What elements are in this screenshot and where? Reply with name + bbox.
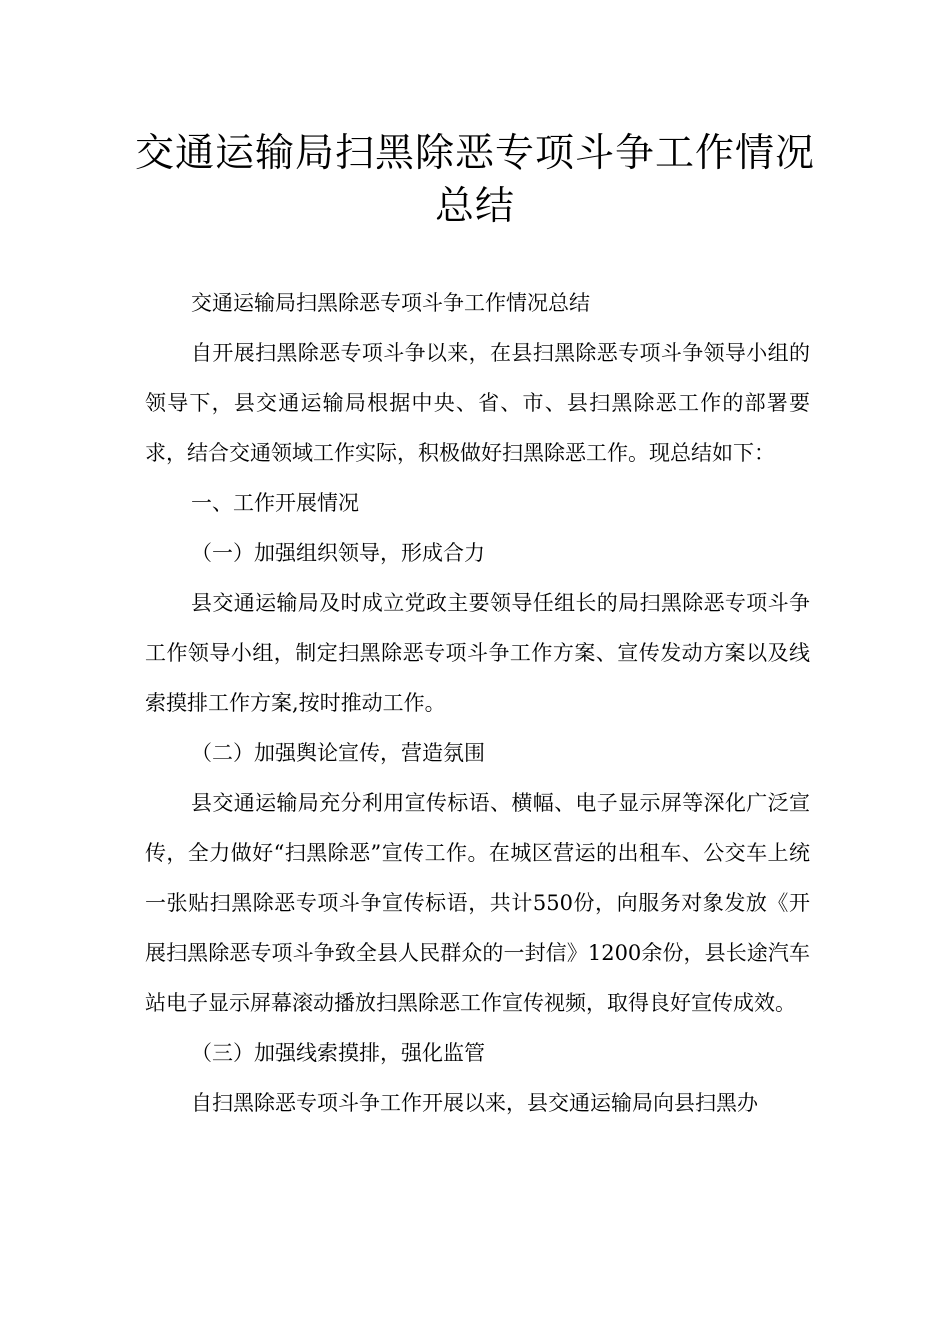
section-heading: 一、工作开展情况: [191, 491, 359, 515]
paragraph-subtitle: 交通运输局扫黑除恶专项斗争工作情况总结: [191, 291, 590, 315]
document-title-line-2: 总结: [434, 184, 515, 229]
paragraph-2: 县交通运输局充分利用宣传标语、横幅、电子显示屏等深化广泛宣传，全力做好“扫黑除恶”宣传工作。在城区营运的出租车、公交车上统一张贴扫黑除恶专项斗争宣传标语，共计550份，向服务对象发放《开展扫黑除恶专项斗争致全县人民群众的一封信》1200余份，县长途汽车站电子显示屏幕滚动播放扫黑除恶工作宣传视频，取得良好宣传成效。: [145, 791, 810, 1015]
document-body: [145, 278, 810, 1128]
paragraph-1: 县交通运输局及时成立党政主要领导任组长的局扫黑除恶专项斗争工作领导小组，制定扫黑除恶专项斗争工作方案、宣传发动方案以及线索摸排工作方案,按时推动工作。: [145, 591, 810, 715]
subsection-heading-2: （二）加强舆论宣传，营造氛围: [191, 741, 485, 765]
subsection-heading-1: （一）加强组织领导，形成合力: [191, 541, 485, 565]
paragraph-intro: 自开展扫黑除恶专项斗争以来，在县扫黑除恶专项斗争领导小组的领导下，县交通运输局根据中央、省、市、县扫黑除恶工作的部署要求，结合交通领域工作实际，积极做好扫黑除恶工作。现总结如下：: [145, 341, 810, 465]
document-title-line-1: 交通运输局扫黑除恶专项斗争工作情况: [134, 131, 815, 176]
subsection-heading-3: （三）加强线索摸排，强化监管: [191, 1041, 485, 1065]
paragraph-3: 自扫黑除恶专项斗争工作开展以来，县交通运输局向县扫黑办: [191, 1091, 758, 1115]
